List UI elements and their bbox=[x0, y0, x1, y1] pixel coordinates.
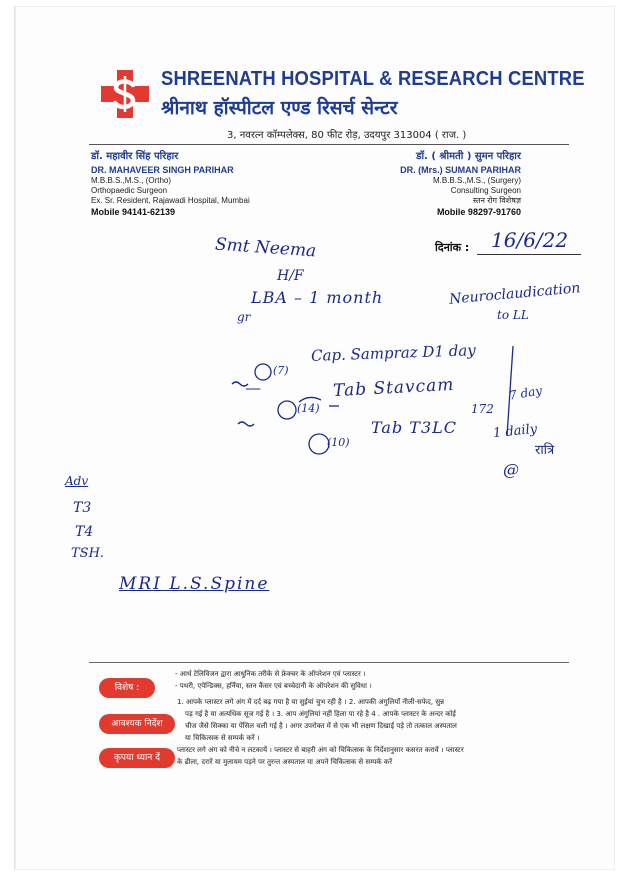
prescription-sheet bbox=[14, 6, 615, 870]
test-t3: T3 bbox=[73, 500, 92, 516]
patient-name: Smt Neema bbox=[214, 234, 317, 262]
doctor-right-name: DR. (Mrs.) SUMAN PARIHAR bbox=[400, 165, 521, 175]
instruction-line: या चिकित्सक से सम्पर्क करें । bbox=[185, 734, 260, 742]
doctor-left-block bbox=[91, 150, 250, 219]
date-label: दिनांक : bbox=[435, 241, 470, 254]
medicine-2: Tab Stavcam bbox=[332, 374, 455, 402]
medicine-3-time: रात्रि bbox=[535, 443, 555, 458]
special-line: - पथरी, एपेन्डिक्स, हर्निया, स्तन कैंसर एवं बच्चेदानी के ऑपरेशन की सुविधा । bbox=[175, 682, 372, 690]
dose-mark-2 bbox=[238, 422, 254, 426]
date-value: 16/6/22 bbox=[491, 228, 569, 252]
instruction-line: पड़ गई है या अत्यधिक सूज गई है । 3. आप अंगुलियां नहीं हिला पा रहे है 4 . आपके प्लास्टर के अन्दर कोई bbox=[185, 710, 456, 718]
doctor-right-specialty: स्तन रोग विशेषज्ञ bbox=[472, 196, 521, 205]
hospital-address: 3, नवरत्न कॉम्पलेक्स, 80 फीट रोड़, उदयपुर 313004 ( राज. ) bbox=[227, 130, 467, 141]
doctor-left-name: DR. MAHAVEER SINGH PARIHAR bbox=[91, 165, 234, 175]
special-line: - आर्थ टेलिविजन द्वारा आधुनिक तरीके से फ्रेक्चर के ऑपरेशन एवं प्लास्टर । bbox=[175, 670, 366, 678]
quantity-circle-3 bbox=[309, 434, 329, 454]
doctor-right-mobile: Mobile 98297-91760 bbox=[436, 207, 521, 217]
medicine-2-dose: 172 bbox=[471, 402, 494, 416]
quantity-2: (14) bbox=[297, 402, 320, 415]
instruction-text bbox=[177, 696, 457, 744]
special-services bbox=[175, 668, 372, 692]
test-mri: MRI L.S.Spine bbox=[119, 574, 270, 594]
hospital-name-english: SHREENATH HOSPITAL & RESEARCH CENTRE bbox=[161, 68, 585, 90]
doctor-right-name-hindi: डॉ. ( श्रीमती ) सुमन परिहार bbox=[416, 151, 521, 162]
attention-line: प्लास्टर लगे अंग को नीचे न लटकायें । प्लास्टर से बाहरी अंग को चिकित्सक के निर्देशानुसार कसरत करावें । प्लास्टर bbox=[177, 746, 464, 754]
test-tsh: TSH. bbox=[71, 546, 105, 561]
instruction-line: चीज जैसे सिक्का या पेंसिल चली गई है । अगर उपरोक्त में से एक भी लक्षण दिखाई पड़े तो तत्काल अस्पताल bbox=[185, 722, 457, 730]
attention-line: के ढीला, दरारें या मुलायम पड़ने पर तुरन्त अस्पताल या अपने चिकित्सक से सम्पर्क करें bbox=[177, 758, 393, 766]
quantity-1: (7) bbox=[273, 364, 289, 377]
attention-text bbox=[177, 744, 464, 768]
doctor-left-degree: M.B.B.S.,M.S., (Ortho) bbox=[91, 176, 172, 185]
quantity-3: (10) bbox=[327, 436, 350, 449]
rx-dash-1: — bbox=[245, 378, 261, 397]
history-label: H/F bbox=[277, 268, 304, 284]
special-badge: विशेष : bbox=[99, 678, 155, 698]
medicine-2-duration: 7 day bbox=[508, 383, 544, 403]
quantity-circle-2 bbox=[278, 401, 296, 419]
test-t4: T4 bbox=[75, 524, 94, 540]
margin-mark: gr bbox=[237, 310, 251, 324]
doctor-left-experience: Ex. Sr. Resident, Rajawadi Hospital, Mumbai bbox=[91, 196, 250, 205]
doctor-right-degree: M.B.B.S.,M.S., (Surgery) bbox=[432, 176, 521, 185]
instruction-line: 1. आपके प्लास्टर लगे अंग में दर्द बढ़ गया है या सुईयां चुभ रही है । 2. आपकी अंगुलियाँ नीली-सफेद, सुन्न bbox=[177, 698, 445, 706]
date-underline bbox=[477, 254, 581, 255]
medicine-3-frequency: 1 daily bbox=[492, 421, 538, 442]
footer-divider bbox=[89, 662, 569, 663]
doctor-right-title: Consulting Surgeon bbox=[450, 186, 521, 195]
medicine-1: Cap. Sampraz D1 day bbox=[310, 341, 477, 365]
complaint-detail: Neuroclaudication bbox=[448, 280, 581, 308]
doctor-right-block bbox=[400, 150, 521, 219]
hospital-logo-icon bbox=[99, 68, 151, 120]
complaint-line: LBA – 1 month bbox=[251, 288, 384, 307]
doctor-left-mobile: Mobile 94141-62139 bbox=[91, 207, 176, 217]
instructions-badge: आवश्यक निर्देश bbox=[99, 714, 175, 734]
attention-badge: कृपया ध्यान दें bbox=[99, 748, 175, 768]
doctor-left-title: Orthopaedic Surgeon bbox=[91, 186, 168, 195]
medicine-3: Tab T3LC bbox=[371, 418, 458, 437]
header-divider bbox=[89, 144, 569, 145]
advice-label: Adv bbox=[65, 474, 89, 488]
doctor-left-name-hindi: डॉ. महावीर सिंह परिहार bbox=[91, 151, 179, 162]
hospital-name-hindi: श्रीनाथ हॉस्पीटल एण्ड रिसर्च सेन्टर bbox=[161, 97, 398, 119]
complaint-detail-2: to LL bbox=[497, 308, 529, 322]
medicine-3-mark: @ bbox=[503, 460, 519, 479]
